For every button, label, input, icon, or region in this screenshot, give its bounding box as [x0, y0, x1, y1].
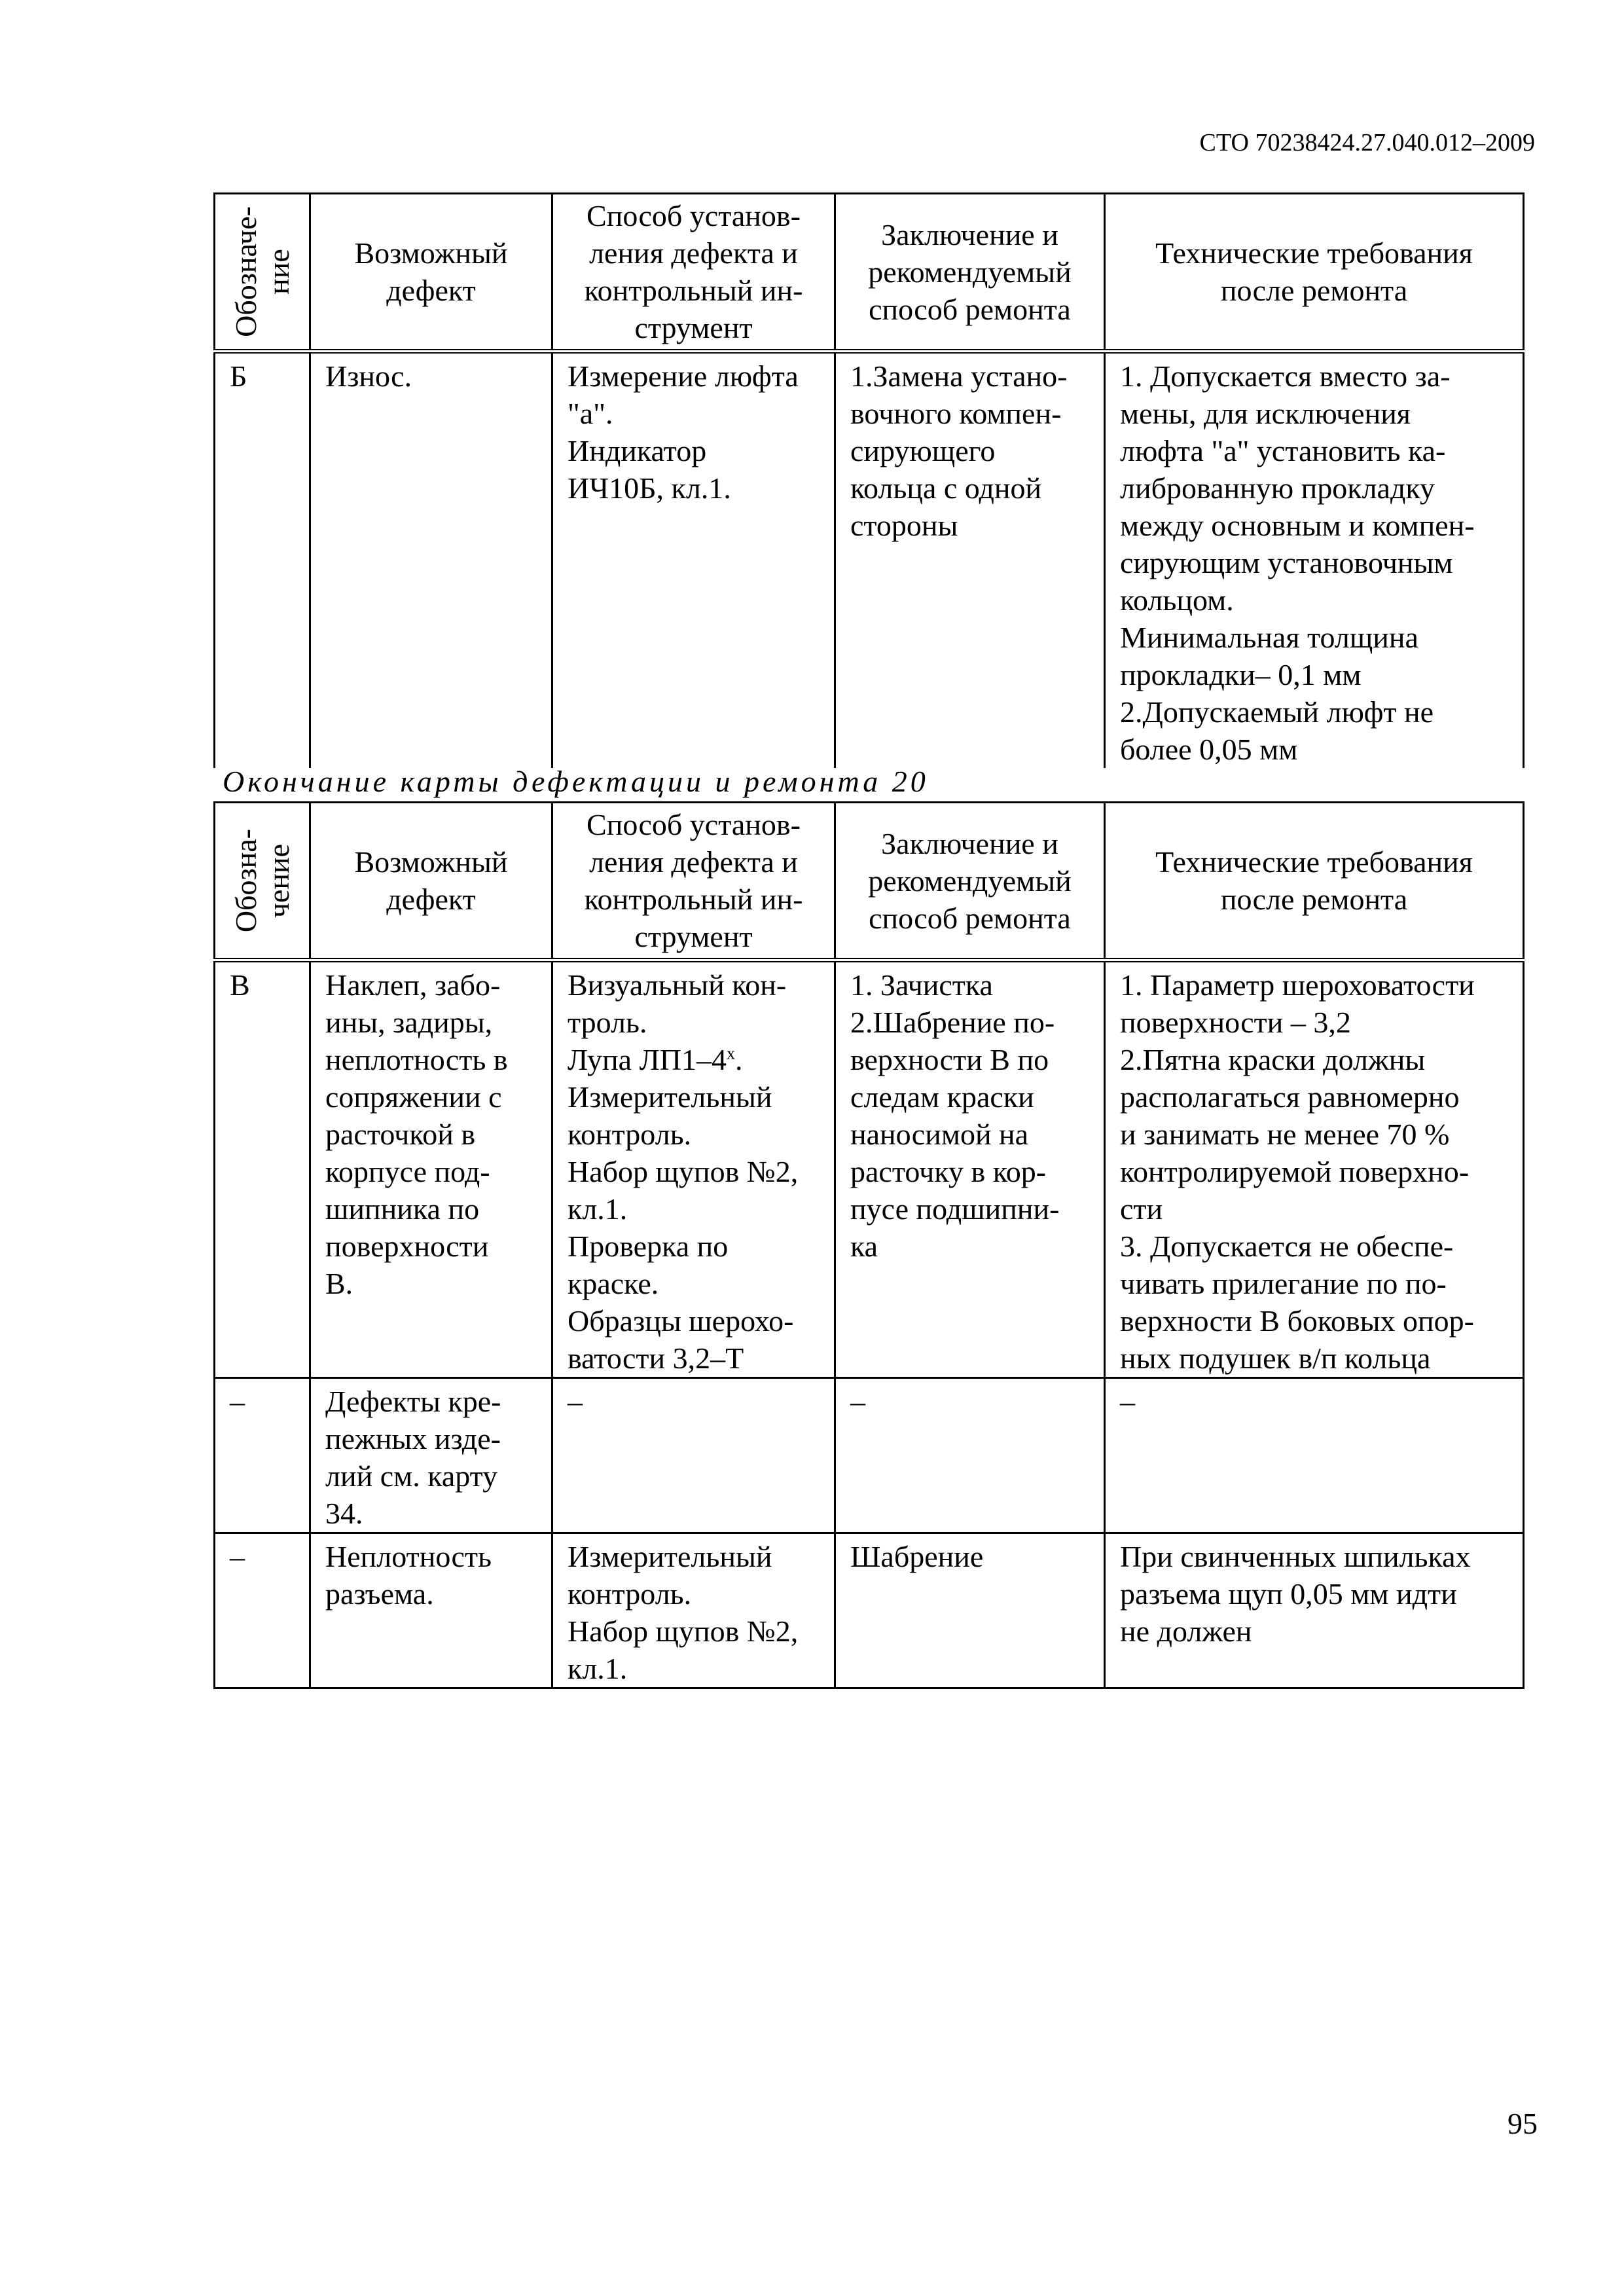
cell-detection-method [552, 960, 835, 1378]
column-header-designation: Обозначе- ние [215, 194, 310, 352]
cell-designation: Б [215, 352, 310, 769]
cell-requirements: 1. Параметр шероховатости поверхности – 3,2 2.Пятна краски должны располагаться равномерно и занимать не менее 70 % контролируемой поверхно- сти 3. Допускается не обеспе- чивать прилегание по по- верхности В боковых опор- ных подушек в/п кольца [1105, 960, 1524, 1378]
column-header-repair-method: Заключение и рекомендуемый способ ремонта [835, 194, 1105, 352]
column-header-defect: Возможный дефект [310, 803, 552, 960]
cell-requirements: – [1105, 1378, 1524, 1533]
cell-defect: Наклеп, забо- ины, задиры, неплотность в сопряжении с расточкой в корпусе под- шипника по поверхности В. [310, 960, 552, 1378]
column-header-designation: Обозна- чение [215, 803, 310, 960]
column-header-detection-method: Способ установ- ления дефекта и контрольный ин- струмент [552, 803, 835, 960]
cell-repair-method: Шабрение [835, 1533, 1105, 1688]
cell-detection-method: – [552, 1378, 835, 1533]
cell-text: . Измерительный контроль. Набор щупов №2, кл.1. Проверка по краске. Образцы шерохо- ватости 3,2–Т [568, 1043, 799, 1375]
table-header-row [215, 194, 1524, 352]
cell-detection-method: Измерительный контроль. Набор щупов №2, кл.1. [552, 1533, 835, 1688]
table-caption: Окончание карты дефектации и ремонта 20 [223, 765, 929, 798]
page-number: 95 [1507, 2107, 1538, 2140]
cell-defect: Дефекты кре- пежных изде- лий см. карту 34. [310, 1378, 552, 1533]
cell-defect: Износ. [310, 352, 552, 769]
column-header-repair-method: Заключение и рекомендуемый способ ремонта [835, 803, 1105, 960]
defect-table-bottom [213, 801, 1525, 1689]
cell-text: Визуальный кон- троль. Лупа ЛП1–4 [568, 968, 787, 1076]
column-header-requirements: Технические требования после ремонта [1105, 194, 1524, 352]
table-header-row [215, 803, 1524, 960]
superscript: х [727, 1044, 736, 1063]
cell-repair-method: 1. Зачистка 2.Шабрение по- верхности В по следам краски наносимой на расточку в кор- пусе подшипни- ка [835, 960, 1105, 1378]
cell-designation: В [215, 960, 310, 1378]
table-row [215, 960, 1524, 1378]
cell-designation: – [215, 1533, 310, 1688]
cell-detection-method: Измерение люфта "а". Индикатор ИЧ10Б, кл.1. [552, 352, 835, 769]
cell-requirements: 1. Допускается вместо за- мены, для исключения люфта "а" установить ка- либрованную прокладку между основным и компен- сирующим установочным кольцом. Минимальная толщина прокладки– 0,1 мм 2.Допускаемый люфт не более 0,05 мм [1105, 352, 1524, 769]
cell-defect: Неплотность разъема. [310, 1533, 552, 1688]
document-code: СТО 70238424.27.040.012–2009 [1199, 129, 1535, 156]
column-header-detection-method: Способ установ- ления дефекта и контрольный ин- струмент [552, 194, 835, 352]
cell-repair-method: 1.Замена устано- вочного компен- сирующего кольца с одной стороны [835, 352, 1105, 769]
table-row [215, 1533, 1524, 1688]
table-row [215, 352, 1524, 769]
column-header-defect: Возможный дефект [310, 194, 552, 352]
cell-designation: – [215, 1378, 310, 1533]
defect-table-top [213, 192, 1525, 768]
cell-repair-method: – [835, 1378, 1105, 1533]
column-header-requirements: Технические требования после ремонта [1105, 803, 1524, 960]
cell-requirements: При свинченных шпильках разъема щуп 0,05 мм идти не должен [1105, 1533, 1524, 1688]
table-row [215, 1378, 1524, 1533]
